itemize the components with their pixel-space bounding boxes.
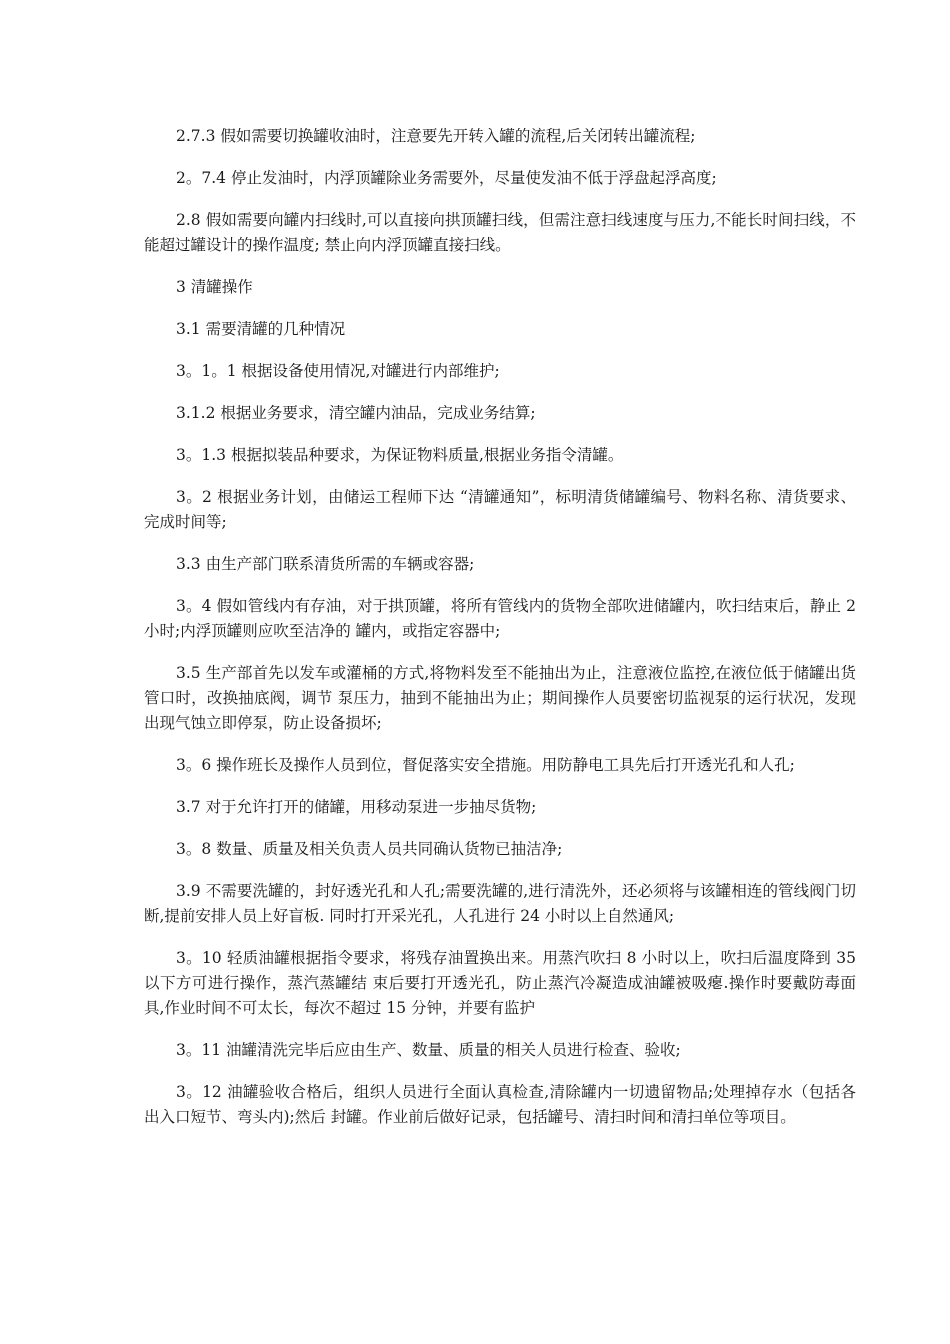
section-heading-3: 3 清罐操作 <box>176 278 253 296</box>
paragraph-3-11: 3。11 油罐清洗完毕后应由生产、数量、质量的相关人员进行检查、验收; <box>176 1041 681 1059</box>
paragraph-3-1-3: 3。1.3 根据拟装品种要求，为保证物料质量,根据业务指令清罐。 <box>176 446 624 464</box>
paragraph-2-7-3: 2.7.3 假如需要切换罐收油时，注意要先开转入罐的流程,后关闭转出罐流程; <box>176 127 696 145</box>
paragraph-3-10: 3。10 轻质油罐根据指令要求，将残存油置换出来。用蒸汽吹扫 8 小时以上，吹扫后温度降到 35 以下方可进行操作，蒸汽蒸罐结 束后要打开透光孔，防止蒸汽冷凝造成油罐被吸瘪.操作时要戴防毒面具,作业时间不可太长，每次不超过 15 分钟，并要有监护 <box>144 949 856 1017</box>
paragraph-3-12: 3。12 油罐验收合格后，组织人员进行全面认真检查,清除罐内一切遗留物品;处理掉存水（包括各出入口短节、弯头内);然后 封罐。作业前后做好记录，包括罐号、清扫时间和清扫单位等项目。 <box>144 1083 856 1126</box>
paragraph-3-7: 3.7 对于允许打开的储罐，用移动泵进一步抽尽货物; <box>176 798 537 816</box>
paragraph-3-3: 3.3 由生产部门联系清货所需的车辆或容器; <box>176 555 475 573</box>
paragraph-3-9: 3.9 不需要洗罐的，封好透光孔和人孔;需要洗罐的,进行清洗外，还必须将与该罐相连的管线阀门切断,提前安排人员上好盲板. 同时打开采光孔，人孔进行 24 小时以上自然通风; <box>144 882 856 925</box>
subheading-3-1: 3.1 需要清罐的几种情况 <box>176 320 346 338</box>
paragraph-3-2: 3。2 根据业务计划，由储运工程师下达 “清罐通知”，标明清货储罐编号、物料名称、清货要求、完成时间等; <box>144 488 856 531</box>
paragraph-3-8: 3。8 数量、质量及相关负责人员共同确认货物已抽洁净; <box>176 840 563 858</box>
paragraph-3-6: 3。6 操作班长及操作人员到位，督促落实安全措施。用防静电工具先后打开透光孔和人孔; <box>176 756 795 774</box>
document-body <box>144 124 856 1147</box>
paragraph-2-7-4: 2。7.4 停止发油时，内浮顶罐除业务需要外，尽量使发油不低于浮盘起浮高度; <box>176 169 717 187</box>
paragraph-2-8: 2.8 假如需要向罐内扫线时,可以直接向拱顶罐扫线，但需注意扫线速度与压力,不能长时间扫线，不能超过罐设计的操作温度; 禁止向内浮顶罐直接扫线。 <box>144 211 856 254</box>
paragraph-3-4: 3。4 假如管线内有存油，对于拱顶罐，将所有管线内的货物全部吹进储罐内，吹扫结束后，静止 2 小时;内浮顶罐则应吹至洁净的 罐内，或指定容器中; <box>144 597 856 640</box>
paragraph-3-1-1: 3。1。1 根据设备使用情况,对罐进行内部维护; <box>176 362 500 380</box>
paragraph-3-1-2: 3.1.2 根据业务要求，清空罐内油品，完成业务结算; <box>176 404 536 422</box>
paragraph-3-5: 3.5 生产部首先以发车或灌桶的方式,将物料发至不能抽出为止，注意液位监控,在液位低于储罐出货管口时，改换抽底阀，调节 泵压力，抽到不能抽出为止；期间操作人员要密切监视泵的运行状况，发现出现气蚀立即停泵，防止设备损坏; <box>144 664 856 732</box>
